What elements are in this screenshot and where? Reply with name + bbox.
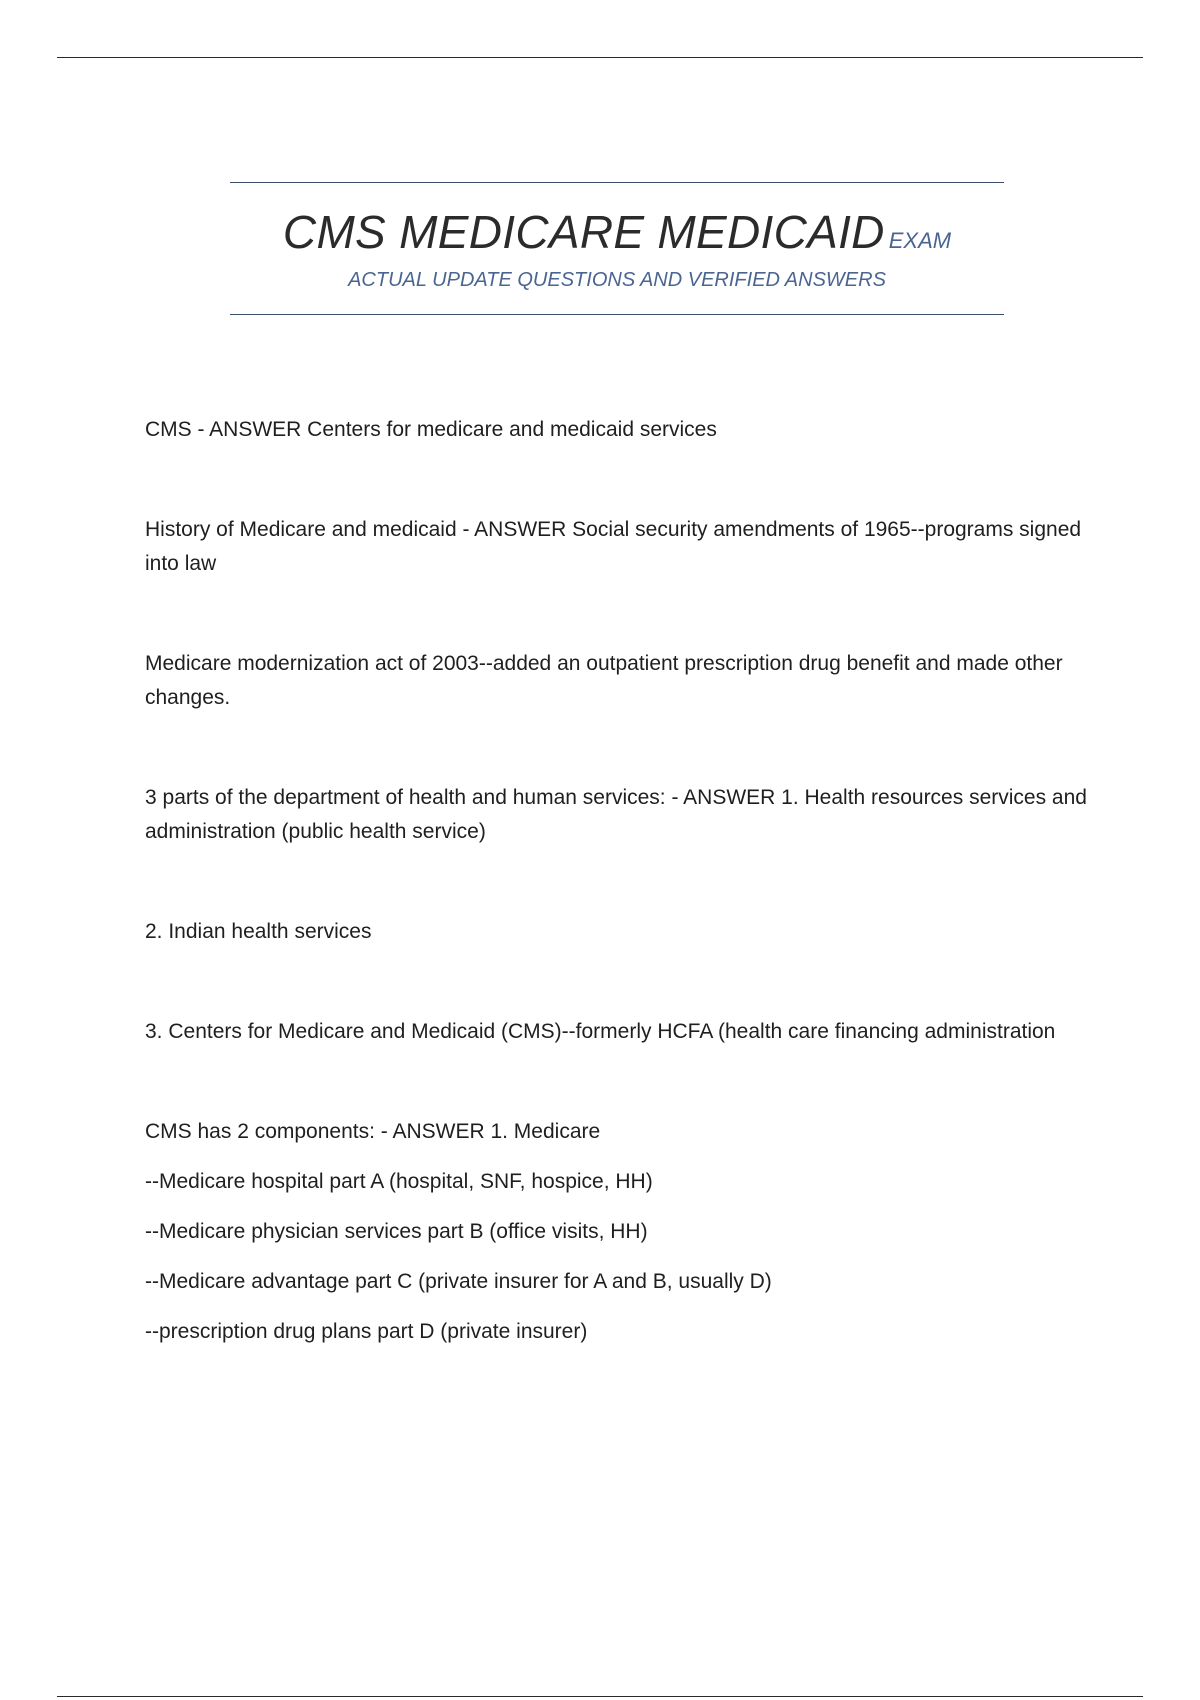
paragraph: 3 parts of the department of health and human services: - ANSWER 1. Health resources services and administration (public health service)	[145, 786, 1087, 843]
paragraph: CMS - ANSWER Centers for medicare and medicaid services	[145, 418, 717, 441]
page-top-rule	[57, 57, 1143, 58]
list-item: --prescription drug plans part D (private insurer)	[145, 1320, 588, 1343]
paragraph: CMS has 2 components: - ANSWER 1. Medicare	[145, 1120, 601, 1143]
title-main: CMS MEDICARE MEDICAID	[282, 206, 885, 258]
paragraph: 2. Indian health services	[145, 920, 372, 943]
title-top-rule	[230, 182, 1004, 183]
paragraph: 3. Centers for Medicare and Medicaid (CMS)--formerly HCFA (health care financing administration	[145, 1020, 1056, 1043]
paragraph: Medicare modernization act of 2003--added an outpatient prescription drug benefit and made other changes.	[145, 652, 1063, 709]
title-bottom-rule	[230, 314, 1004, 315]
page-bottom-rule	[57, 1696, 1143, 1697]
document-subtitle: ACTUAL UPDATE QUESTIONS AND VERIFIED ANSWERS	[348, 269, 886, 291]
paragraph: History of Medicare and medicaid - ANSWER Social security amendments of 1965--programs signed into law	[145, 518, 1082, 575]
title-suffix: EXAM	[888, 228, 952, 253]
title-block	[230, 182, 1004, 315]
list-item: --Medicare hospital part A (hospital, SNF, hospice, HH)	[145, 1170, 653, 1193]
list-item: --Medicare physician services part B (office visits, HH)	[145, 1220, 648, 1243]
list-item: --Medicare advantage part C (private insurer for A and B, usually D)	[145, 1270, 772, 1293]
document-title	[230, 205, 1004, 259]
document-body	[145, 413, 1095, 1349]
